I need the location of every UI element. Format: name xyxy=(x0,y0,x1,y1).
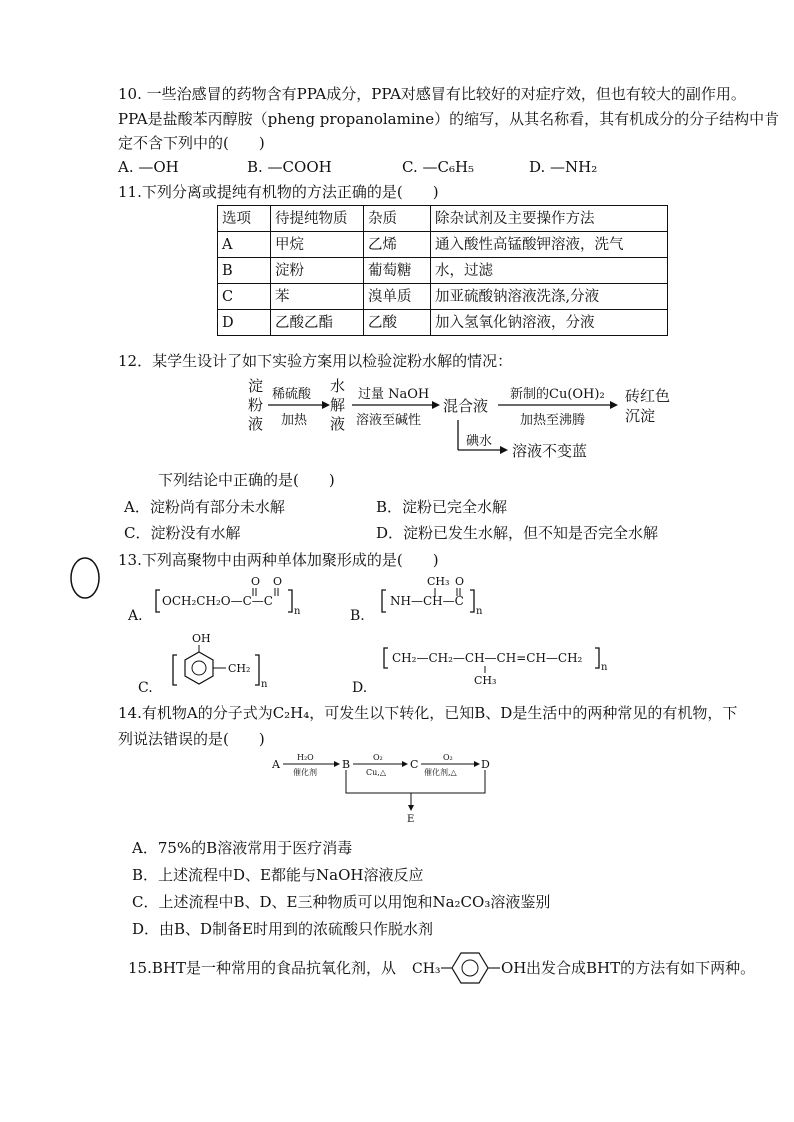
q10-option-a[interactable]: A. —OH xyxy=(118,158,179,176)
table-cell: D xyxy=(218,310,271,336)
q14-node-c: C xyxy=(410,758,419,771)
q14-option-a[interactable]: A．75%的B溶液常用于医疗消毒 xyxy=(132,839,353,857)
q12-option-d[interactable]: D．淀粉已发生水解，但不知是否完全水解 xyxy=(376,524,659,542)
q13-d-chain: CH₂—CH₂—CH—CH=CH—CH₂ xyxy=(392,651,583,665)
q12-option-b[interactable]: B．淀粉已完全水解 xyxy=(376,498,508,516)
q14-r3-bottom: 催化剂,△ xyxy=(424,768,457,777)
q12-option-c[interactable]: C．淀粉没有水解 xyxy=(124,524,241,542)
benzene-ring-icon xyxy=(452,953,488,983)
flow-arrow3-bottom: 加热至沸腾 xyxy=(520,413,586,428)
q13-a-n: n xyxy=(294,606,301,617)
flow-arrow2-bottom: 溶液至碱性 xyxy=(356,413,422,428)
flow-start-char: 液 xyxy=(248,415,264,433)
q14-option-d[interactable]: D．由B、D制备E时用到的浓硫酸只作脱水剂 xyxy=(132,920,434,938)
table-header: 除杂试剂及主要操作方法 xyxy=(431,206,668,232)
q14-node-b: B xyxy=(342,758,351,771)
flow-start-char: 淀 xyxy=(248,377,264,395)
table-cell: 水，过滤 xyxy=(431,258,668,284)
table-cell: 葡萄糖 xyxy=(364,258,431,284)
q10-line3: 定不含下列中的( ) xyxy=(118,134,265,152)
flow-mid-char: 液 xyxy=(330,415,346,433)
q13-label-b: B. xyxy=(350,608,365,624)
q14-r2-bottom: Cu,△ xyxy=(366,768,386,777)
q11-stem: 11.下列分离或提纯有机物的方法正确的是( ) xyxy=(118,183,439,201)
table-cell: 通入酸性高锰酸钾溶液，洗气 xyxy=(431,232,668,258)
table-cell: 乙酸乙酯 xyxy=(271,310,364,336)
q14-r3-top: O₂ xyxy=(443,753,453,762)
q14-option-c[interactable]: C．上述流程中B、D、E三种物质可以用饱和Na₂CO₃溶液鉴别 xyxy=(132,893,551,911)
flow-mid-char: 水 xyxy=(330,377,346,395)
table-cell: 乙烯 xyxy=(364,232,431,258)
q10-line1: 10. 一些治感冒的药物含有PPA成分，PPA对感冒有比较好的对症疗效，但也有较大的副作用。 xyxy=(118,85,746,103)
q10-option-d[interactable]: D. —NH₂ xyxy=(529,158,598,176)
q13-c-n: n xyxy=(261,679,268,690)
q13-d-methyl: CH₃ xyxy=(474,674,497,687)
q14-node-a: A xyxy=(272,758,280,771)
q14-r2-top: O₂ xyxy=(373,753,383,762)
q14-option-b[interactable]: B．上述流程中D、E都能与NaOH溶液反应 xyxy=(132,866,424,884)
q14-line1: 14.有机物A的分子式为C₂H₄，可发生以下转化，已知B、D是生活中的两种常见的有机物，下 xyxy=(118,704,738,722)
q15-text-pre: 15.BHT是一种常用的食品抗氧化剂，从 xyxy=(128,959,396,977)
q13-a-oxygen: O xyxy=(251,575,261,588)
flow-branch-result: 溶液不变蓝 xyxy=(512,442,588,460)
q13-c-methylene: CH₂ xyxy=(228,662,251,675)
q13-c-hydroxyl: OH xyxy=(192,632,211,645)
q13-b-chain: NH—CH—C xyxy=(390,594,464,608)
table-cell: 乙酸 xyxy=(364,310,431,336)
q14-r1-bottom: 催化剂 xyxy=(293,768,317,777)
table-cell: A xyxy=(218,232,271,258)
q14-r1-top: H₂O xyxy=(297,753,314,762)
q15-hydroxyl: OH xyxy=(501,959,527,977)
table-header: 选项 xyxy=(218,206,271,232)
table-cell: 加亚硫酸钠溶液洗涤,分液 xyxy=(431,284,668,310)
flow-end-line1: 砖红色 xyxy=(625,387,671,405)
flow-branch-label: 碘水 xyxy=(466,434,493,449)
flow-start-char: 粉 xyxy=(248,396,264,414)
q15-methyl: CH₃ xyxy=(412,961,441,977)
table-cell: C xyxy=(218,284,271,310)
table-cell: 溴单质 xyxy=(364,284,431,310)
q15-text-post: 出发合成BHT的方法有如下两种。 xyxy=(526,959,756,977)
flow-mixture: 混合液 xyxy=(443,397,489,415)
flow-mid-char: 解 xyxy=(330,396,346,414)
q13-stem: 13.下列高聚物中由两种单体加聚形成的是( ) xyxy=(118,551,439,569)
flow-arrow1-bottom: 加热 xyxy=(281,413,308,428)
q10-option-c[interactable]: C. —C₆H₅ xyxy=(402,158,475,176)
table-header: 待提纯物质 xyxy=(271,206,364,232)
table-cell: 甲烷 xyxy=(271,232,364,258)
table-header: 杂质 xyxy=(364,206,431,232)
q13-label-c: C. xyxy=(138,680,153,696)
q14-node-e: E xyxy=(407,814,415,825)
aromatic-circle-icon xyxy=(462,960,478,976)
q13-d-n: n xyxy=(601,662,608,673)
q13-b-n: n xyxy=(476,606,483,617)
q13-a-oxygen: O xyxy=(273,575,283,588)
q13-a-chain: OCH₂CH₂O—C—C xyxy=(162,594,273,608)
table-cell: 淀粉 xyxy=(271,258,364,284)
q12-conclusion: 下列结论中正确的是( ) xyxy=(158,471,335,489)
table-cell: B xyxy=(218,258,271,284)
q12-option-a[interactable]: A．淀粉尚有部分未水解 xyxy=(124,498,285,516)
flow-arrow3-top: 新制的Cu(OH)₂ xyxy=(510,387,605,402)
q13-b-methyl: CH₃ xyxy=(427,575,450,588)
flow-end-line2: 沉淀 xyxy=(625,407,656,425)
table-cell: 加入氢氧化钠溶液，分液 xyxy=(431,310,668,336)
q10-line2: PPA是盐酸苯丙醇胺（pheng propanolamine）的缩写，从其名称看，其有机成分的分子结构中肯 xyxy=(118,110,780,128)
q13-b-oxygen: O xyxy=(455,575,465,588)
q13-label-d: D. xyxy=(352,680,368,696)
table-cell: 苯 xyxy=(271,284,364,310)
flow-arrow1-top: 稀硫酸 xyxy=(272,387,312,402)
q12-stem: 12．某学生设计了如下实验方案用以检验淀粉水解的情况： xyxy=(118,352,513,370)
q13-label-a: A. xyxy=(128,608,143,624)
q14-line2: 列说法错误的是( ) xyxy=(118,730,265,748)
q10-option-b[interactable]: B. —COOH xyxy=(247,158,332,176)
flow-arrow2-top: 过量 NaOH xyxy=(358,387,430,402)
q14-node-d: D xyxy=(481,758,490,771)
